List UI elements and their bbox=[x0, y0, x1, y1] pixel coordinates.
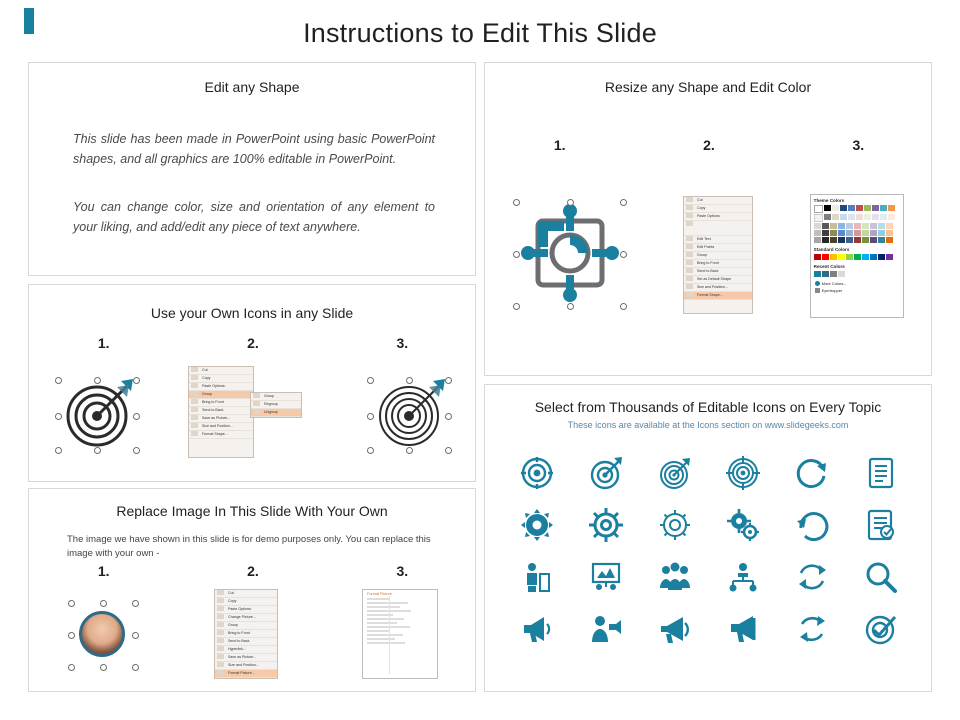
panel-replace-image-title: Replace Image In This Slide With Your Own bbox=[116, 503, 388, 519]
menu-item[interactable]: Edit Points bbox=[684, 244, 752, 252]
target-dart-icon bbox=[658, 456, 692, 490]
step-number-3: 3. bbox=[396, 563, 409, 579]
submenu-item[interactable]: Group bbox=[251, 393, 301, 401]
resize-shape-step1-graphic bbox=[512, 197, 628, 317]
icon-cell[interactable] bbox=[589, 456, 623, 490]
own-icons-graphics-row bbox=[29, 359, 477, 469]
person-speaking-icon bbox=[589, 612, 623, 646]
left-accent-bar bbox=[0, 0, 12, 720]
own-icons-step3-graphic bbox=[363, 371, 455, 457]
edit-shape-paragraph-2: You can change color, size and orientation of any element to your liking, and add/edit any piece of text anywhere. bbox=[73, 200, 435, 234]
selection-handle[interactable] bbox=[132, 664, 139, 671]
icon-cell[interactable] bbox=[726, 560, 760, 594]
selection-handle[interactable] bbox=[406, 377, 413, 384]
menu-item-spacer bbox=[684, 221, 752, 236]
resize-shape-graphics-row bbox=[485, 167, 933, 347]
magnifier-icon bbox=[864, 560, 898, 594]
menu-item[interactable]: Paste Options: bbox=[189, 383, 253, 391]
recycle-arrows-icon bbox=[795, 612, 829, 646]
page-title: Instructions to Edit This Slide bbox=[303, 18, 657, 48]
panel-icons-library bbox=[484, 384, 932, 692]
person-podium-icon bbox=[520, 560, 554, 594]
replace-image-step3-graphic bbox=[362, 589, 440, 681]
replace-image-step2-graphic bbox=[214, 589, 288, 681]
menu-item[interactable]: Cut bbox=[215, 590, 277, 598]
selection-handle[interactable] bbox=[367, 377, 374, 384]
menu-item[interactable]: Send to Back bbox=[684, 268, 752, 276]
recent-colors-label: Recent Colors bbox=[813, 264, 845, 269]
menu-item[interactable]: Paste Options: bbox=[684, 213, 752, 221]
more-colors-label: More Colors... bbox=[821, 281, 847, 286]
icon-cell[interactable] bbox=[726, 612, 760, 646]
context-submenu[interactable] bbox=[250, 392, 302, 418]
document-list-icon bbox=[864, 456, 898, 490]
selection-handle[interactable] bbox=[100, 664, 107, 671]
submenu-item[interactable]: Ungroup bbox=[251, 409, 301, 417]
theme-swatch-row[interactable] bbox=[814, 237, 900, 243]
icon-grid bbox=[503, 447, 915, 655]
step-number-2: 2. bbox=[247, 563, 259, 579]
icon-cell[interactable] bbox=[795, 612, 829, 646]
menu-item[interactable]: Cut bbox=[684, 197, 752, 205]
panel-edit-shape bbox=[28, 62, 476, 276]
icon-cell[interactable] bbox=[658, 560, 692, 594]
own-icons-step2-graphic bbox=[188, 366, 318, 462]
menu-item[interactable]: Paste Options: bbox=[215, 606, 277, 614]
menu-item[interactable]: Cut bbox=[189, 367, 253, 375]
more-colors-item[interactable] bbox=[814, 281, 900, 286]
resize-shape-step3-graphic bbox=[810, 194, 906, 320]
menu-item[interactable]: Bring to Front bbox=[215, 630, 277, 638]
panel-replace-image bbox=[28, 488, 476, 692]
process-square-icon bbox=[512, 197, 628, 317]
menu-item[interactable]: Save as Picture... bbox=[215, 654, 277, 662]
cycle-arrows-icon bbox=[795, 560, 829, 594]
menu-item[interactable]: Group bbox=[189, 391, 253, 399]
icon-cell[interactable] bbox=[795, 508, 829, 542]
theme-colors-label: Theme Colors bbox=[813, 198, 845, 203]
icon-cell[interactable] bbox=[726, 456, 760, 490]
icon-cell[interactable] bbox=[520, 612, 554, 646]
menu-item[interactable]: Bring to Front bbox=[189, 399, 253, 407]
context-menu[interactable] bbox=[188, 366, 254, 458]
step-number-2: 2. bbox=[703, 137, 715, 153]
selection-handle[interactable] bbox=[100, 600, 107, 607]
menu-item[interactable]: Copy bbox=[189, 375, 253, 383]
step-number-1: 1. bbox=[97, 335, 110, 351]
panel-icons-library-subtitle: These icons are available at the Icons section on www.slidegeeks.com bbox=[567, 420, 849, 430]
menu-item[interactable]: Size and Position... bbox=[189, 423, 253, 431]
edit-shape-paragraph-1: This slide has been made in PowerPoint using basic PowerPoint shapes, and all graphics are 100% editable in PowerPoint. bbox=[73, 132, 435, 166]
refresh-arrow-icon bbox=[795, 508, 829, 542]
icon-cell[interactable] bbox=[864, 456, 898, 490]
eyedropper-icon bbox=[815, 288, 820, 293]
step-number-3: 3. bbox=[852, 137, 865, 153]
dialog-title: Format Picture bbox=[367, 592, 392, 596]
icon-cell[interactable] bbox=[726, 508, 760, 542]
selection-handle[interactable] bbox=[132, 600, 139, 607]
theme-swatch-row[interactable] bbox=[814, 230, 900, 236]
selection-handle[interactable] bbox=[445, 413, 452, 420]
color-picker-panel[interactable] bbox=[810, 194, 904, 318]
standard-swatch-row[interactable] bbox=[814, 254, 900, 260]
gear-outline-icon bbox=[589, 508, 623, 542]
step-number-3: 3. bbox=[396, 335, 409, 351]
replace-image-step1-graphic bbox=[66, 598, 140, 672]
menu-item[interactable]: Size and Position... bbox=[215, 662, 277, 670]
gears-pair-icon bbox=[726, 508, 760, 542]
context-menu[interactable] bbox=[683, 196, 753, 314]
selection-handle[interactable] bbox=[68, 600, 75, 607]
presentation-person-icon bbox=[589, 560, 623, 594]
menu-item[interactable]: Edit Text bbox=[684, 236, 752, 244]
icon-cell[interactable] bbox=[589, 612, 623, 646]
menu-item[interactable]: Format Shape... bbox=[684, 292, 752, 300]
selection-handle[interactable] bbox=[367, 447, 374, 454]
target-check-icon bbox=[864, 612, 898, 646]
panel-icons-library-title: Select from Thousands of Editable Icons on Every Topic bbox=[534, 399, 882, 415]
target-circle-icon bbox=[520, 456, 554, 490]
replace-image-note: The image we have shown in this slide is for demo purposes only. You can replace this image with your own - bbox=[67, 534, 431, 559]
panel-edit-shape-title: Edit any Shape bbox=[204, 79, 300, 95]
checklist-document-icon bbox=[864, 508, 898, 542]
theme-swatch-row[interactable] bbox=[814, 214, 900, 222]
team-group-icon bbox=[658, 560, 692, 594]
gear-solid-icon bbox=[520, 508, 554, 542]
menu-item[interactable]: Bring to Front bbox=[684, 260, 752, 268]
theme-swatch-row[interactable] bbox=[814, 205, 900, 213]
panel-own-icons bbox=[28, 284, 476, 482]
menu-item[interactable]: Send to Back bbox=[215, 638, 277, 646]
icon-cell[interactable] bbox=[520, 560, 554, 594]
menu-item[interactable]: Group bbox=[684, 252, 752, 260]
menu-item[interactable]: Set as Default Shape bbox=[684, 276, 752, 284]
icon-cell[interactable] bbox=[658, 612, 692, 646]
selection-handle[interactable] bbox=[68, 664, 75, 671]
resize-shape-step-numbers bbox=[485, 137, 933, 153]
menu-item[interactable]: Format Picture... bbox=[215, 670, 277, 678]
selection-handle[interactable] bbox=[68, 632, 75, 639]
icon-cell[interactable] bbox=[658, 456, 692, 490]
icon-cell[interactable] bbox=[658, 508, 692, 542]
selection-handle[interactable] bbox=[445, 377, 452, 384]
standard-colors-label: Standard Colors bbox=[813, 247, 850, 252]
bullhorn-icon bbox=[726, 612, 760, 646]
icon-cell[interactable] bbox=[864, 612, 898, 646]
icon-cell[interactable] bbox=[795, 560, 829, 594]
step-number-2: 2. bbox=[247, 335, 259, 351]
panel-resize-shape-title: Resize any Shape and Edit Color bbox=[604, 79, 812, 95]
icon-cell[interactable] bbox=[520, 508, 554, 542]
resize-shape-step2-graphic bbox=[683, 196, 755, 318]
gear-thin-icon bbox=[658, 508, 692, 542]
refresh-clockwise-icon bbox=[795, 456, 829, 490]
icon-cell[interactable] bbox=[520, 456, 554, 490]
panel-resize-shape bbox=[484, 62, 932, 376]
context-menu[interactable] bbox=[214, 589, 278, 679]
step-number-1: 1. bbox=[553, 137, 566, 153]
selection-handle[interactable] bbox=[406, 447, 413, 454]
eyedropper-label: Eyedropper bbox=[821, 288, 843, 293]
menu-item[interactable]: Copy bbox=[215, 598, 277, 606]
icon-cell[interactable] bbox=[864, 560, 898, 594]
icon-cell[interactable] bbox=[795, 456, 829, 490]
menu-item[interactable]: Format Shape... bbox=[189, 431, 253, 439]
panel-own-icons-title: Use your Own Icons in any Slide bbox=[150, 305, 354, 321]
theme-swatch-row[interactable] bbox=[814, 223, 900, 229]
menu-item[interactable]: Save as Picture... bbox=[189, 415, 253, 423]
icon-cell[interactable] bbox=[589, 508, 623, 542]
replace-image-step-numbers bbox=[29, 563, 477, 579]
step-number-1: 1. bbox=[97, 563, 110, 579]
eyedropper-item[interactable] bbox=[814, 288, 900, 293]
selection-handle[interactable] bbox=[132, 632, 139, 639]
menu-item[interactable]: Group bbox=[215, 622, 277, 630]
target-rings-icon bbox=[726, 456, 760, 490]
icon-cell[interactable] bbox=[589, 560, 623, 594]
menu-item[interactable]: Hyperlink... bbox=[215, 646, 277, 654]
menu-item[interactable]: Send to Back bbox=[189, 407, 253, 415]
own-icons-step1-graphic bbox=[51, 371, 143, 457]
selection-handle[interactable] bbox=[445, 447, 452, 454]
selection-handle[interactable] bbox=[367, 413, 374, 420]
menu-item[interactable]: Change Picture... bbox=[215, 614, 277, 622]
menu-item[interactable]: Copy bbox=[684, 205, 752, 213]
own-icons-step-numbers bbox=[29, 335, 477, 351]
recent-swatch-row[interactable] bbox=[814, 271, 900, 277]
demo-photo[interactable] bbox=[79, 611, 125, 657]
org-chart-icon bbox=[726, 560, 760, 594]
target-arrow-icon bbox=[589, 456, 623, 490]
submenu-item[interactable]: Regroup bbox=[251, 401, 301, 409]
megaphone-icon bbox=[520, 612, 554, 646]
icon-cell[interactable] bbox=[864, 508, 898, 542]
replace-image-graphics-row bbox=[29, 585, 477, 685]
menu-item[interactable]: Size and Position... bbox=[684, 284, 752, 292]
loudspeaker-icon bbox=[658, 612, 692, 646]
format-picture-dialog[interactable] bbox=[362, 589, 438, 679]
